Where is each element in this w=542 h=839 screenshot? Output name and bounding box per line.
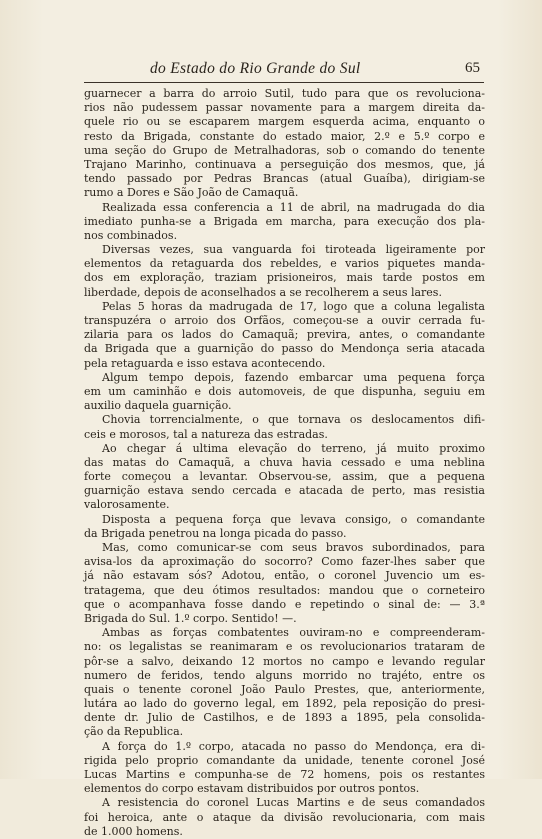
text-line: elementos da retaguarda dos rebeldes, e varios piquetes manda-	[84, 257, 485, 271]
body-text	[84, 87, 485, 839]
text-line: forte começou a levantar. Observou-se, assim, que a pequena	[84, 470, 485, 484]
text-line: das matas do Camaquã, a chuva havia cessado e uma neblina	[84, 455, 485, 469]
text-line: uma seção do Grupo de Metralhadoras, sob o comando do tenente	[84, 143, 485, 157]
text-line: elementos do corpo estavam distribuidos por outros pontos.	[84, 782, 420, 796]
text-line: auxilio daquela guarnição.	[84, 399, 232, 413]
text-line: em um caminhão e dois automoveis, de que dispunha, seguiu em	[84, 384, 485, 398]
text-line: Trajano Marinho, continuava a perseguição dos mesmos, que, já	[84, 157, 485, 171]
text-line: imediato punha-se a Brigada em marcha, para execução dos pla-	[84, 214, 485, 228]
text-line: Ambas as forças combatentes ouviram-no e compreenderam-	[102, 626, 485, 640]
text-line: da Brigada que a guarnição do passo do Mendonça seria atacada	[84, 342, 485, 356]
text-line: que o acompanhava fosse dando e repetindo o sinal de: — 3.ª	[84, 597, 485, 611]
text-line: Brigada do Sul. 1.º corpo. Sentido! —.	[84, 611, 297, 625]
text-line: rigida pelo proprio comandante da unidade, tenente coronel José	[84, 753, 485, 767]
text-line: pôr-se a salvo, deixando 12 mortos no campo e levando regular	[84, 654, 485, 668]
text-line: resto da Brigada, constante do estado maior, 2.º e 5.º corpo e	[84, 129, 485, 143]
text-line: Realizada essa conferencia a 11 de abril, na madrugada do dia	[102, 200, 485, 214]
text-line: A força do 1.º corpo, atacada no passo do Mendonça, era di-	[102, 739, 485, 753]
text-line: quais o tenente coronel João Paulo Prestes, que, anteriormente,	[84, 682, 485, 696]
text-line: valorosamente.	[84, 498, 170, 512]
text-line: nos combinados.	[84, 228, 178, 242]
text-line: pela retaguarda e isso estava acontecendo.	[84, 356, 326, 370]
page-header	[84, 56, 484, 83]
text-line: foi heroica, ante o ataque da divisão revolucionaria, com mais	[84, 810, 485, 824]
text-line: zilaria para os lados do Camaquã; previra, antes, o comandante	[84, 328, 485, 342]
text-line: Algum tempo depois, fazendo embarcar uma pequena força	[102, 370, 485, 384]
text-line: dente dr. Julio de Castilhos, e de 1893 a 1895, pela consolida-	[84, 711, 485, 725]
text-line: tendo passado por Pedras Brancas (atual Guaíba), dirigiam-se	[84, 172, 485, 186]
text-line: lutára ao lado do governo legal, em 1892, pela reposição do presi-	[84, 697, 485, 711]
text-line: guarnição estava sendo cercada e atacada de perto, mas resistia	[84, 484, 485, 498]
text-line: no: os legalistas se reanimaram e os revolucionarios trataram de	[84, 640, 485, 654]
text-line: Chovia torrencialmente, o que tornava os deslocamentos difi-	[102, 413, 485, 427]
text-line: avisa-los da aproximação do socorro? Como fazer-lhes saber que	[84, 555, 485, 569]
text-line: dos em exploração, traziam prisioneiros, mais tarde postos em	[84, 271, 485, 285]
text-line: de 1.000 homens.	[84, 824, 183, 838]
running-title: do Estado do Rio Grande do Sul	[150, 60, 361, 77]
page-number: 65	[465, 60, 480, 76]
text-line: A resistencia do coronel Lucas Martins e de seus comandados	[102, 796, 485, 810]
text-line: rios não pudessem passar novamente para a margem direita da-	[84, 101, 485, 115]
text-line: rumo a Dores e São João de Camaquã.	[84, 186, 299, 200]
text-line: liberdade, depois de aconselhados a se recolherem a seus lares.	[84, 285, 442, 299]
text-line: da Brigada penetrou na longa picada do passo.	[84, 526, 347, 540]
text-line: guarnecer a barra do arroio Sutil, tudo para que os revoluciona-	[84, 87, 485, 100]
text-line: Pelas 5 horas da madrugada de 17, logo que a coluna legalista	[102, 299, 485, 313]
text-line: já não estavam sós? Adotou, então, o coronel Juvencio um es-	[84, 569, 485, 583]
text-line: tratagema, que deu ótimos resultados: mandou que o corneteiro	[84, 583, 485, 597]
text-line: Mas, como comunicar-se com seus bravos subordinados, para	[102, 541, 485, 554]
text-line: ção da Republica.	[84, 725, 184, 739]
text-line: Disposta a pequena força que levava consigo, o comandante	[102, 512, 485, 526]
text-line: Lucas Martins e compunha-se de 72 homens, pois os restantes	[84, 768, 485, 781]
text-line: transpuzéra o arroio dos Orfãos, começou-se a ouvir cerrada fu-	[84, 314, 485, 327]
text-line: quele rio ou se escaparem margem esquerda acima, enquanto o	[84, 115, 485, 129]
text-line: numero de feridos, tendo alguns morrido no trajéto, entre os	[84, 668, 485, 682]
text-line: ceis e morosos, tal a natureza das estradas.	[84, 427, 328, 441]
text-line: Diversas vezes, sua vanguarda foi tiroteada ligeiramente por	[102, 243, 485, 257]
text-line: Ao chegar á ultima elevação do terreno, já muito proximo	[102, 441, 485, 455]
